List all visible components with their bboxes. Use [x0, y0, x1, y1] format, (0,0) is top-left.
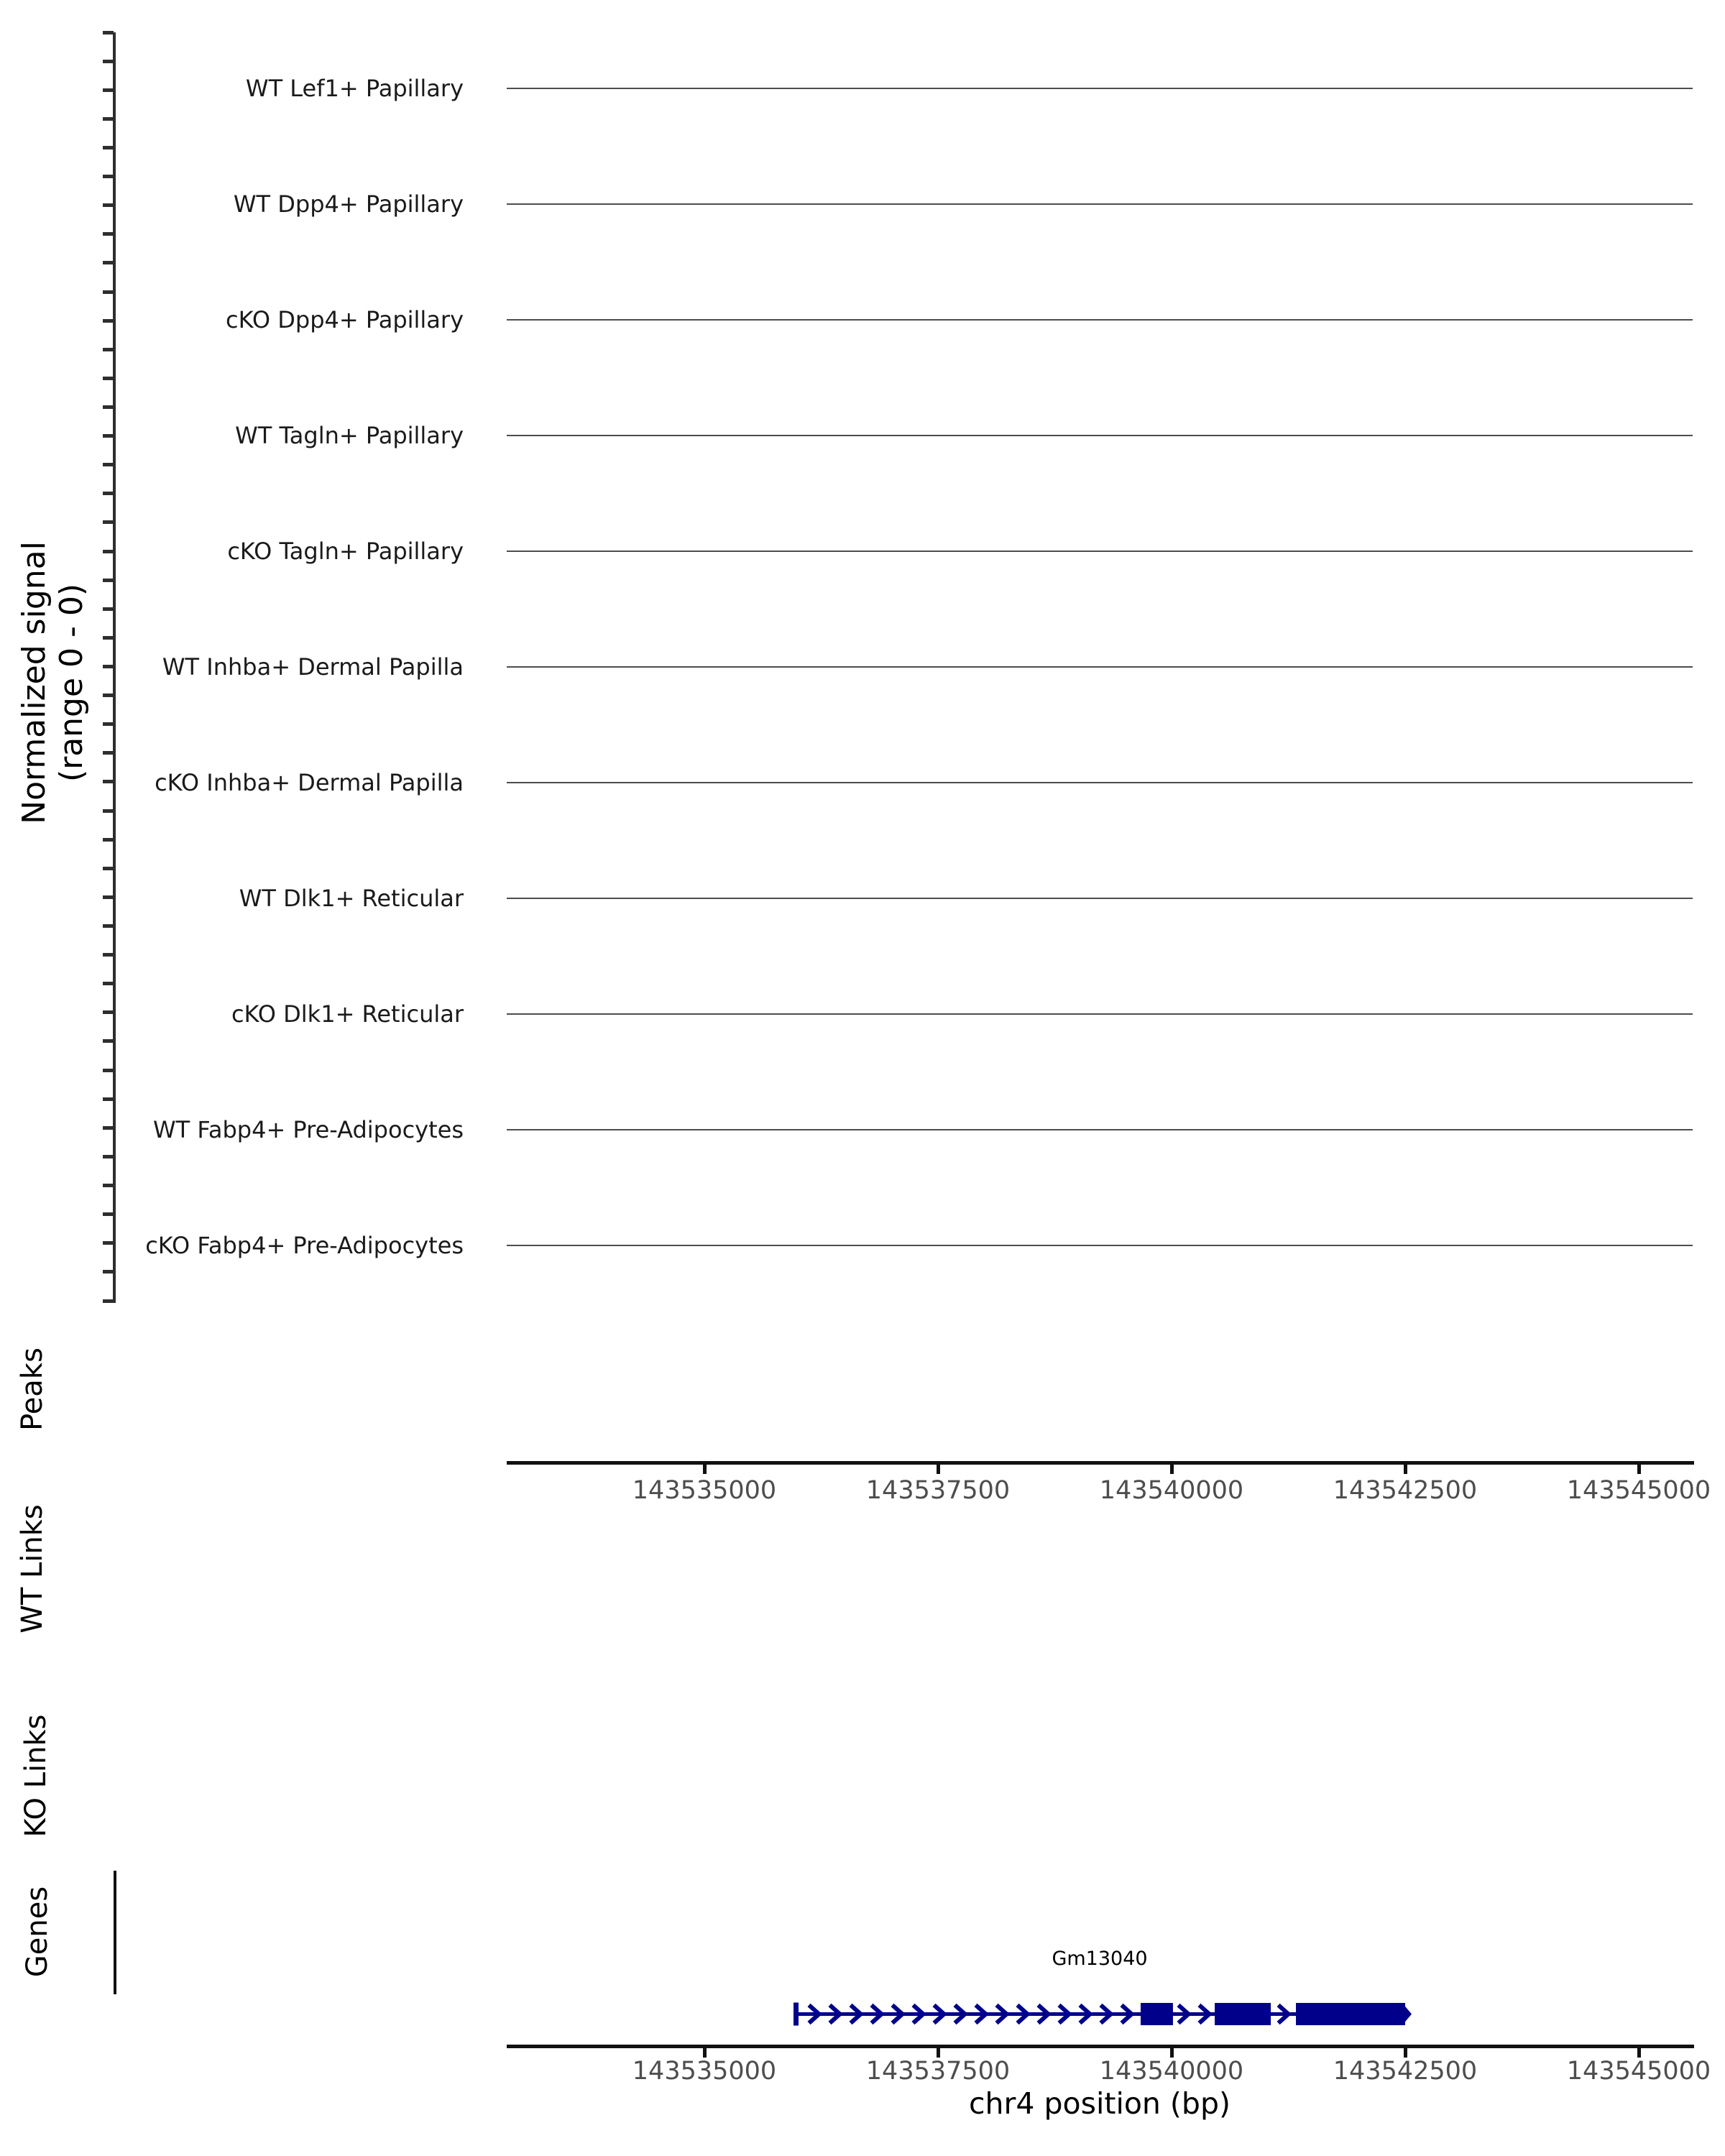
- signal-y-axis-tick: [103, 694, 114, 697]
- gene-direction-chevron: [1279, 2005, 1289, 2023]
- gene-direction-chevron: [954, 2005, 965, 2023]
- gene-start-marker: [794, 2003, 799, 2026]
- track-label: WT Dpp4+ Papillary: [233, 190, 464, 218]
- signal-y-axis-tick: [103, 492, 114, 495]
- signal-y-axis-tick: [103, 867, 114, 870]
- track-label: cKO Inhba+ Dermal Papilla: [155, 769, 464, 796]
- gene-name-label: Gm13040: [1052, 1948, 1148, 1970]
- region-axis-top-tick: [937, 1465, 940, 1474]
- signal-y-axis-tick: [103, 751, 114, 755]
- track-baseline: [507, 1245, 1693, 1246]
- region-axis-bottom-tick-label: 143542500: [1333, 2057, 1478, 2086]
- track-label: WT Dlk1+ Reticular: [239, 885, 464, 912]
- track-baseline: [507, 550, 1693, 552]
- gene-exon: [1141, 2003, 1173, 2025]
- track-label: cKO Dlk1+ Reticular: [231, 1000, 464, 1028]
- region-axis-bottom-line: [507, 2045, 1694, 2048]
- region-axis-top-tick-label: 143542500: [1333, 1476, 1478, 1505]
- ko-links-section-label: KO Links: [19, 1714, 52, 1838]
- track-label: WT Lef1+ Papillary: [245, 75, 464, 102]
- track-baseline: [507, 88, 1693, 89]
- gene-direction-chevron: [996, 2005, 1006, 2023]
- x-axis-title: chr4 position (bp): [969, 2086, 1230, 2121]
- signal-y-axis-tick: [103, 953, 114, 957]
- signal-y-axis-tick: [103, 290, 114, 294]
- signal-y-axis-tick: [103, 1212, 114, 1216]
- track-baseline: [507, 1129, 1693, 1130]
- region-axis-bottom-tick-label: 143545000: [1566, 2057, 1711, 2086]
- signal-y-axis-tick: [103, 809, 114, 813]
- signal-y-axis-tick: [103, 1270, 114, 1273]
- signal-y-axis-tick: [103, 838, 114, 842]
- gene-exon: [1215, 2003, 1271, 2025]
- gene-exon: [1296, 2003, 1405, 2025]
- signal-y-axis-tick: [103, 520, 114, 524]
- region-axis-top-tick-label: 143537500: [865, 1476, 1011, 1505]
- gene-direction-chevron: [1121, 2005, 1131, 2023]
- track-baseline: [507, 666, 1693, 668]
- signal-axis-label-line2: (range 0 - 0): [53, 583, 90, 783]
- gene-direction-chevron: [850, 2005, 860, 2023]
- signal-y-axis-tick: [103, 1039, 114, 1043]
- gene-direction-chevron: [1059, 2005, 1069, 2023]
- signal-y-axis-tick: [103, 982, 114, 985]
- signal-y-axis-tick: [103, 117, 114, 121]
- track-label: cKO Dpp4+ Papillary: [226, 306, 464, 333]
- region-axis-top-tick: [1170, 1465, 1174, 1474]
- signal-y-axis-tick: [103, 1299, 114, 1303]
- track-label: WT Inhba+ Dermal Papilla: [162, 653, 464, 681]
- region-axis-top-tick: [703, 1465, 707, 1474]
- gene-direction-chevron: [892, 2005, 902, 2023]
- track-label: cKO Tagln+ Papillary: [227, 538, 464, 565]
- track-baseline: [507, 782, 1693, 783]
- signal-y-axis-tick: [103, 1184, 114, 1187]
- gene-direction-chevron: [975, 2005, 985, 2023]
- gene-direction-chevron: [1080, 2005, 1090, 2023]
- signal-y-axis-tick: [103, 1155, 114, 1158]
- region-axis-bottom-tick-label: 143535000: [632, 2057, 777, 2086]
- region-axis-top-tick-label: 143540000: [1099, 1476, 1244, 1505]
- region-axis-top-line: [507, 1461, 1694, 1465]
- region-axis-bottom-tick-label: 143537500: [865, 2057, 1011, 2086]
- region-axis-top-tick: [1637, 1465, 1641, 1474]
- gene-arrow-tip: [1404, 2005, 1412, 2024]
- track-label: WT Fabp4+ Pre-Adipocytes: [153, 1116, 464, 1143]
- signal-y-axis-tick: [103, 175, 114, 178]
- gene-direction-chevron: [809, 2005, 819, 2023]
- signal-y-axis-tick: [103, 261, 114, 264]
- signal-y-axis-tick: [103, 607, 114, 611]
- signal-y-axis-tick: [103, 377, 114, 380]
- signal-y-axis-tick: [103, 405, 114, 409]
- genes-section-label: Genes: [21, 1886, 54, 1978]
- track-baseline: [507, 319, 1693, 321]
- signal-y-axis-tick: [103, 924, 114, 928]
- signal-y-axis-tick: [103, 463, 114, 466]
- region-axis-top-tick-label: 143545000: [1566, 1476, 1711, 1505]
- signal-y-axis-tick: [103, 1097, 114, 1101]
- signal-y-axis-tick: [103, 636, 114, 640]
- track-baseline: [507, 435, 1693, 436]
- track-baseline: [507, 1013, 1693, 1015]
- gene-direction-chevron: [871, 2005, 881, 2023]
- gene-direction-chevron: [829, 2005, 840, 2023]
- gene-direction-chevron: [913, 2005, 923, 2023]
- wt-links-section-label: WT Links: [16, 1504, 49, 1634]
- gene-body-line: [796, 2012, 1404, 2016]
- gene-direction-chevron: [1017, 2005, 1027, 2023]
- gene-direction-chevron: [934, 2005, 944, 2023]
- signal-y-axis-tick: [103, 348, 114, 351]
- signal-y-axis-tick: [103, 31, 114, 34]
- signal-y-axis-tick: [103, 60, 114, 63]
- gene-direction-chevron: [1038, 2005, 1048, 2023]
- genes-panel-axis-line: [114, 1871, 116, 1994]
- track-label: cKO Fabp4+ Pre-Adipocytes: [145, 1232, 464, 1259]
- gene-direction-chevron: [1100, 2005, 1110, 2023]
- signal-y-axis-tick: [103, 232, 114, 236]
- region-axis-top-tick: [1404, 1465, 1407, 1474]
- signal-y-axis-tick: [103, 1069, 114, 1072]
- peaks-section-label: Peaks: [16, 1348, 49, 1431]
- region-axis-top-tick-label: 143535000: [632, 1476, 777, 1505]
- track-baseline: [507, 203, 1693, 205]
- signal-axis-label-line1: Normalized signal: [16, 541, 52, 824]
- gene-direction-chevron: [1179, 2005, 1189, 2023]
- region-axis-bottom-tick-label: 143540000: [1099, 2057, 1244, 2086]
- gene-direction-chevron: [1200, 2005, 1210, 2023]
- signal-y-axis-tick: [103, 146, 114, 149]
- track-label: WT Tagln+ Papillary: [235, 422, 464, 449]
- signal-y-axis-tick: [103, 722, 114, 726]
- track-baseline: [507, 898, 1693, 899]
- signal-y-axis-tick: [103, 579, 114, 582]
